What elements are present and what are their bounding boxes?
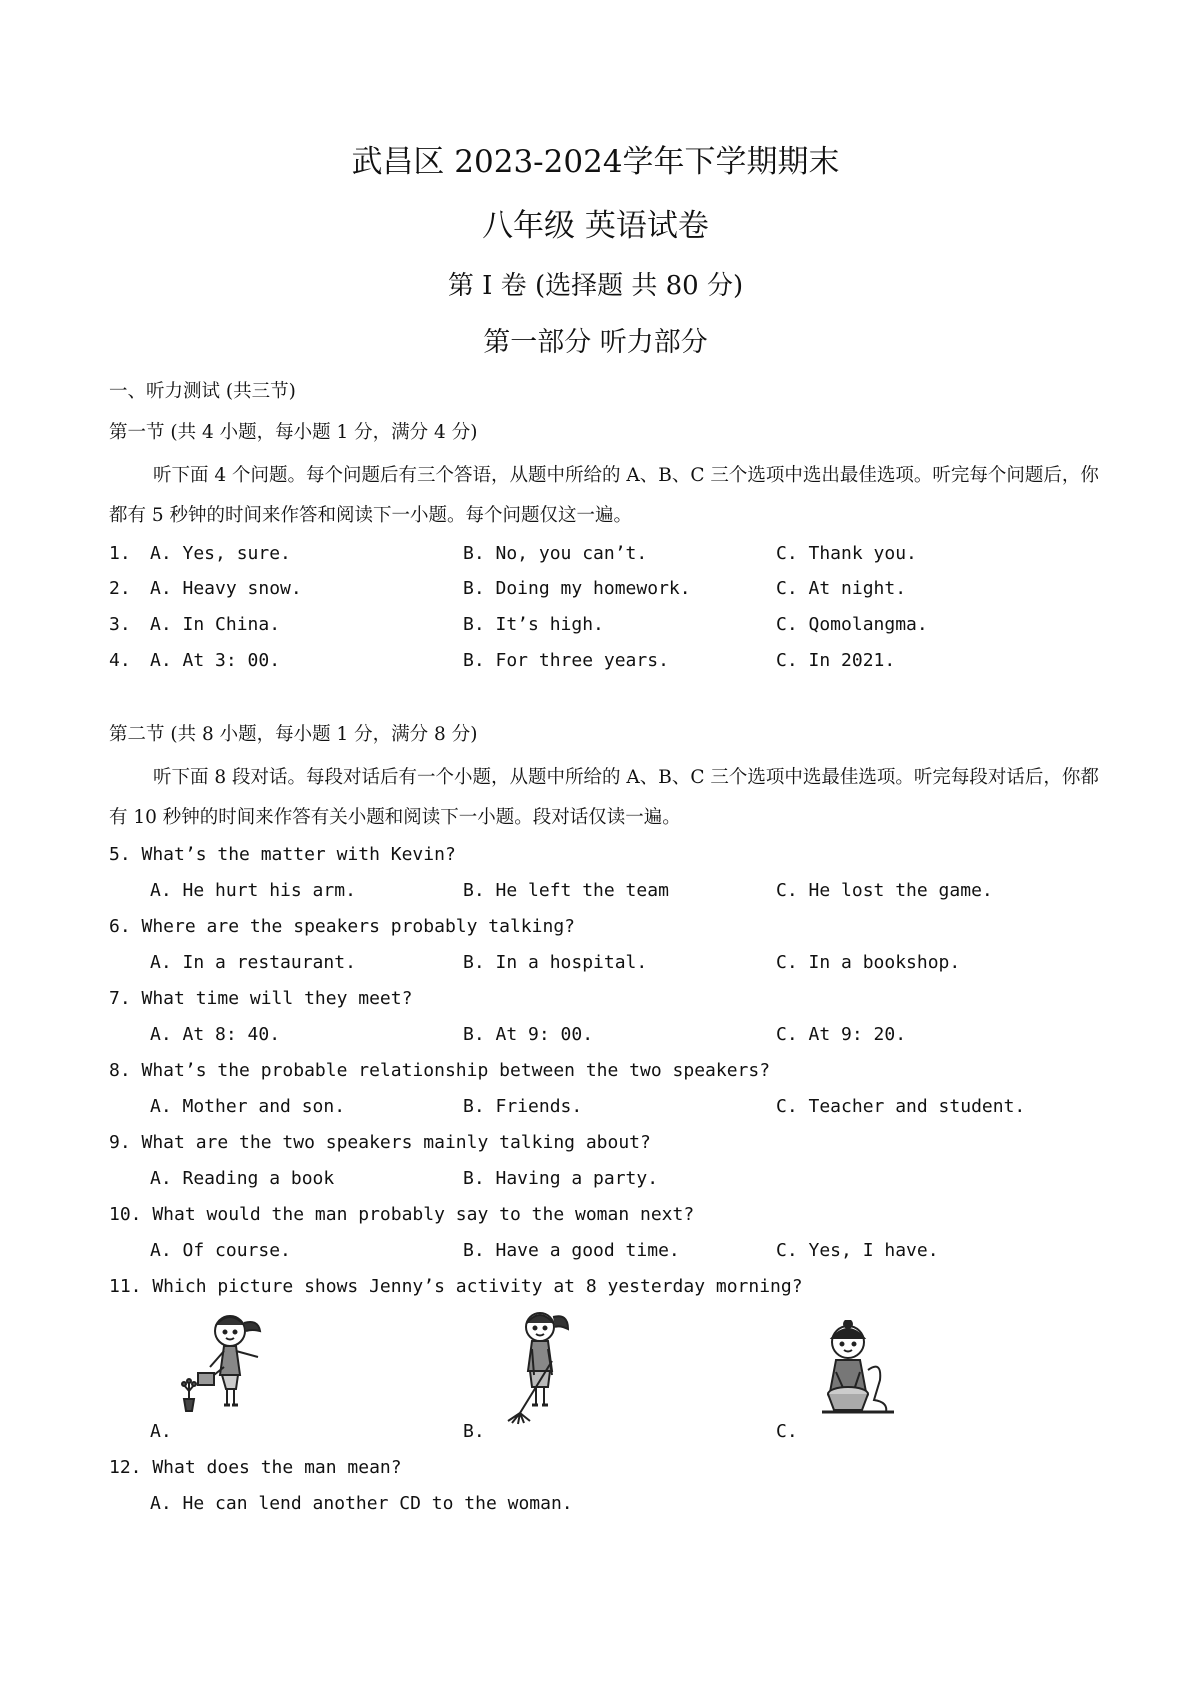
option-b[interactable]: B. For three years. — [463, 650, 669, 671]
option-a[interactable]: A. In a restaurant. — [150, 952, 356, 973]
option-b[interactable]: B. It’s high. — [463, 614, 604, 635]
question-text: 11. Which picture shows Jenny’s activity at 8 yesterday morning? — [109, 1276, 803, 1297]
option-c[interactable]: C. He lost the game. — [776, 880, 993, 901]
option-a[interactable]: A. Mother and son. — [150, 1096, 346, 1117]
option-c[interactable]: C. In a bookshop. — [776, 952, 961, 973]
option-b[interactable]: B. In a hospital. — [463, 952, 648, 973]
option-a[interactable]: A. Reading a book — [150, 1168, 335, 1189]
option-b[interactable]: B. — [463, 1421, 485, 1442]
girl-watering-plant-icon[interactable] — [180, 1305, 290, 1415]
option-b[interactable]: B. Have a good time. — [463, 1240, 680, 1261]
question-number: 1. — [109, 543, 131, 564]
question-text: 8. What’s the probable relationship between the two speakers? — [109, 1060, 771, 1081]
option-b[interactable]: B. Friends. — [463, 1096, 583, 1117]
option-c[interactable]: C. Thank you. — [776, 543, 917, 564]
question-number: 4. — [109, 650, 131, 671]
option-a[interactable]: A. Yes, sure. — [150, 543, 291, 564]
option-a[interactable]: A. In China. — [150, 614, 281, 635]
section2-heading: 第二节 (共 8 小题，每小题 1 分，满分 8 分) — [109, 724, 478, 745]
option-b[interactable]: B. Doing my homework. — [463, 578, 691, 599]
exam-title: 武昌区 2023-2024学年下学期期末 — [351, 144, 840, 180]
option-a[interactable]: A. At 3: 00. — [150, 650, 281, 671]
part-title: 第一部分 听力部分 — [483, 327, 708, 358]
question-text: 12. What does the man mean? — [109, 1457, 402, 1478]
option-b[interactable]: B. Having a party. — [463, 1168, 659, 1189]
option-c[interactable]: C. In 2021. — [776, 650, 896, 671]
option-b[interactable]: B. He left the team — [463, 880, 669, 901]
option-c[interactable]: C. — [776, 1421, 798, 1442]
option-a[interactable]: A. He hurt his arm. — [150, 880, 356, 901]
question-number: 2. — [109, 578, 131, 599]
option-c[interactable]: C. Teacher and student. — [776, 1096, 1026, 1117]
option-a[interactable]: A. He can lend another CD to the woman. — [150, 1493, 573, 1514]
option-c[interactable]: C. At 9: 20. — [776, 1024, 907, 1045]
question-text: 7. What time will they meet? — [109, 988, 413, 1009]
girl-sweeping-icon[interactable] — [500, 1305, 580, 1425]
question-text: 5. What’s the matter with Kevin? — [109, 844, 456, 865]
question-text: 9. What are the two speakers mainly talking about? — [109, 1132, 651, 1153]
option-a[interactable]: A. Of course. — [150, 1240, 291, 1261]
section1-instructions: 听下面 4 个问题。每个问题后有三个答语，从题中所给的 A、B、C 三个选项中选出最佳选项。听完每个问题后，你都有 5 秒钟的时间来作答和阅读下一小题。每个问题仅这一遍。 — [109, 465, 1099, 526]
section-main-heading: 一、听力测试 (共三节) — [109, 381, 296, 402]
option-c[interactable]: C. Yes, I have. — [776, 1240, 939, 1261]
question-text: 10. What would the man probably say to the woman next? — [109, 1204, 695, 1225]
option-c[interactable]: C. At night. — [776, 578, 907, 599]
section1-heading: 第一节 (共 4 小题，每小题 1 分，满分 4 分) — [109, 422, 478, 443]
question-number: 3. — [109, 614, 131, 635]
exam-subtitle: 八年级 英语试卷 — [482, 208, 709, 244]
question-text: 6. Where are the speakers probably talking? — [109, 916, 575, 937]
option-c[interactable]: C. Qomolangma. — [776, 614, 928, 635]
volume-title: 第 I 卷 (选择题 共 80 分) — [447, 271, 744, 301]
girl-washing-clothes-icon[interactable] — [808, 1320, 898, 1420]
option-a[interactable]: A. Heavy snow. — [150, 578, 302, 599]
section2-instructions: 听下面 8 段对话。每段对话后有一个小题，从题中所给的 A、B、C 三个选项中选最佳选项。听完每段对话后，你都有 10 秒钟的时间来作答有关小题和阅读下一小题。段对话仅读一遍。 — [109, 767, 1099, 828]
option-a[interactable]: A. At 8: 40. — [150, 1024, 281, 1045]
option-b[interactable]: B. At 9: 00. — [463, 1024, 594, 1045]
option-b[interactable]: B. No, you can’t. — [463, 543, 648, 564]
option-a[interactable]: A. — [150, 1421, 172, 1442]
